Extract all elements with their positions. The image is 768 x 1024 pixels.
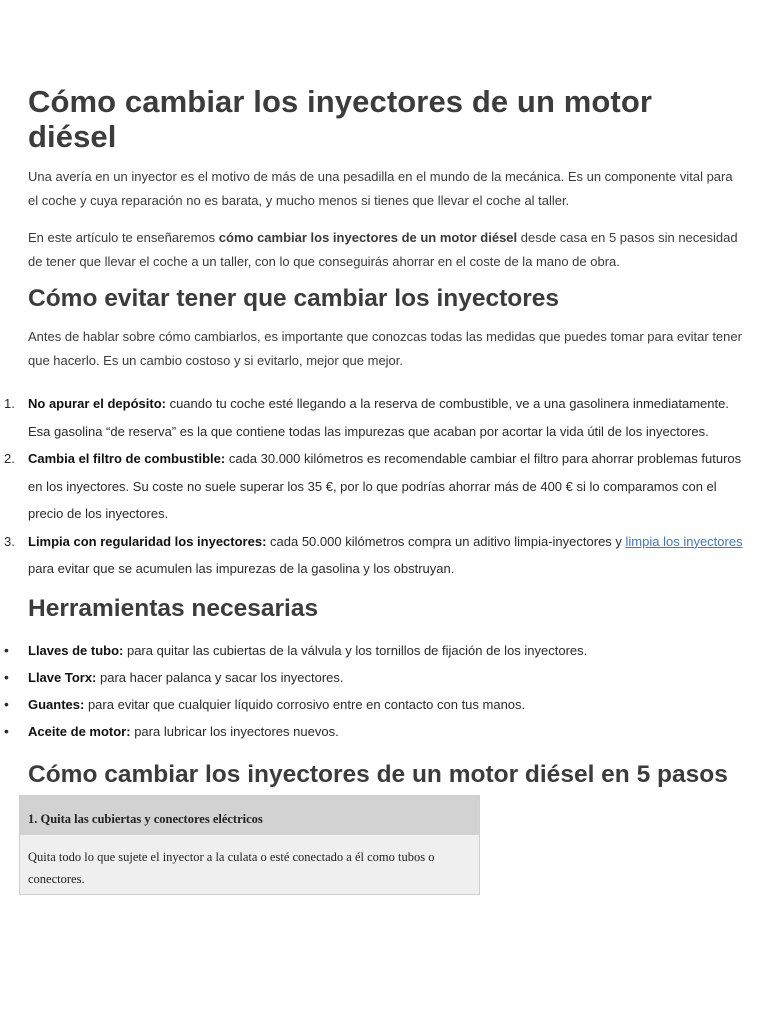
clean-injectors-link[interactable]: limpia los inyectores <box>625 533 743 549</box>
avoid-tips-list <box>4 390 746 583</box>
step-text: Quita todo lo que sujete el inyector a la culata o esté conectado a él como tubos o conectores. <box>28 850 435 886</box>
step-title: 1. Quita las cubiertas y conectores eléctricos <box>20 796 479 835</box>
article <box>4 84 746 886</box>
list-item <box>4 390 746 445</box>
tool-desc: para evitar que cualquier líquido corrosivo entre en contacto con tus manos. <box>84 697 526 713</box>
tool-name: Llave Torx: <box>28 669 97 685</box>
intro-paragraph-2 <box>28 226 746 273</box>
tool-name: Llaves de tubo: <box>28 642 124 658</box>
intro-paragraph: Una avería en un inyector es el motivo de más de una pesadilla en el mundo de la mecánica. Es un componente vital para el coche y cuya reparación no es barata, y mucho menos si tienes que llevar el coche al taller. <box>28 169 733 208</box>
list-item <box>4 445 746 528</box>
bullet-icon: • <box>4 696 9 713</box>
tool-desc: para hacer palanca y sacar los inyectores. <box>96 669 344 685</box>
tip-text: cada 50.000 kilómetros compra un aditivo limpia-inyectores y <box>266 533 626 549</box>
section-heading-avoid: Cómo evitar tener que cambiar los inyectores <box>28 285 560 312</box>
tools-list <box>4 637 746 746</box>
intro-text-bold: cómo cambiar los inyectores de un motor diésel <box>218 230 518 245</box>
intro-text-post: desde casa en 5 pasos sin necesidad de tener que llevar el coche a un taller, con lo que conseguirás ahorrar en el coste de la mano de obra. <box>28 230 738 269</box>
tip-title: Cambia el filtro de combustible: <box>28 451 226 466</box>
list-number: 3. <box>4 533 15 549</box>
step-box <box>19 795 480 895</box>
bullet-icon: • <box>4 723 9 740</box>
tip-title: No apurar el depósito: <box>28 396 166 411</box>
tip-text: cada 30.000 kilómetros es recomendable cambiar el filtro para ahorrar problemas futuros en los inyectores. Su coste no suele superar los 35 €, por lo que podrías ahorrar más de 400 € si lo comparamos con el precio de los inyectores. <box>28 451 742 521</box>
bullet-icon: • <box>4 668 9 685</box>
list-number: 1. <box>4 396 15 411</box>
list-item <box>4 528 746 583</box>
tool-name: Aceite de motor: <box>28 724 131 740</box>
tip-title: Limpia con regularidad los inyectores: <box>28 533 267 549</box>
list-item <box>4 718 746 745</box>
tool-desc: para quitar las cubiertas de la válvula y los tornillos de fijación de los inyectores. <box>123 642 588 658</box>
section-heading-tools: Herramientas necesarias <box>28 594 319 622</box>
tip-text-post: para evitar que se acumulen las impurezas de la gasolina y los obstruyan. <box>28 561 455 576</box>
tool-name: Guantes: <box>28 697 85 713</box>
list-item <box>4 691 746 718</box>
list-item <box>4 664 746 691</box>
intro-text-pre: En este artículo te enseñaremos <box>28 230 219 245</box>
list-number: 2. <box>4 451 15 466</box>
page-title: Cómo cambiar los inyectores de un motor diésel <box>28 84 653 154</box>
list-item <box>4 637 746 664</box>
bullet-icon: • <box>4 641 9 658</box>
section-heading-steps: Cómo cambiar los inyectores de un motor diésel en 5 pasos <box>28 760 728 788</box>
avoid-intro-paragraph: Antes de hablar sobre cómo cambiarlos, es importante que conozcas todas las medidas que puedes tomar para evitar tener que hacerlo. Es un cambio costoso y si evitarlo, mejor que mejor. <box>28 329 742 368</box>
tool-desc: para lubricar los inyectores nuevos. <box>130 724 339 740</box>
tip-text: cuando tu coche esté llegando a la reserva de combustible, ve a una gasolinera inmediatamente. Esa gasolina “de reserva” es la que contiene todas las impurezas que acaban por acortar la vida útil de los inyectores. <box>28 396 729 439</box>
